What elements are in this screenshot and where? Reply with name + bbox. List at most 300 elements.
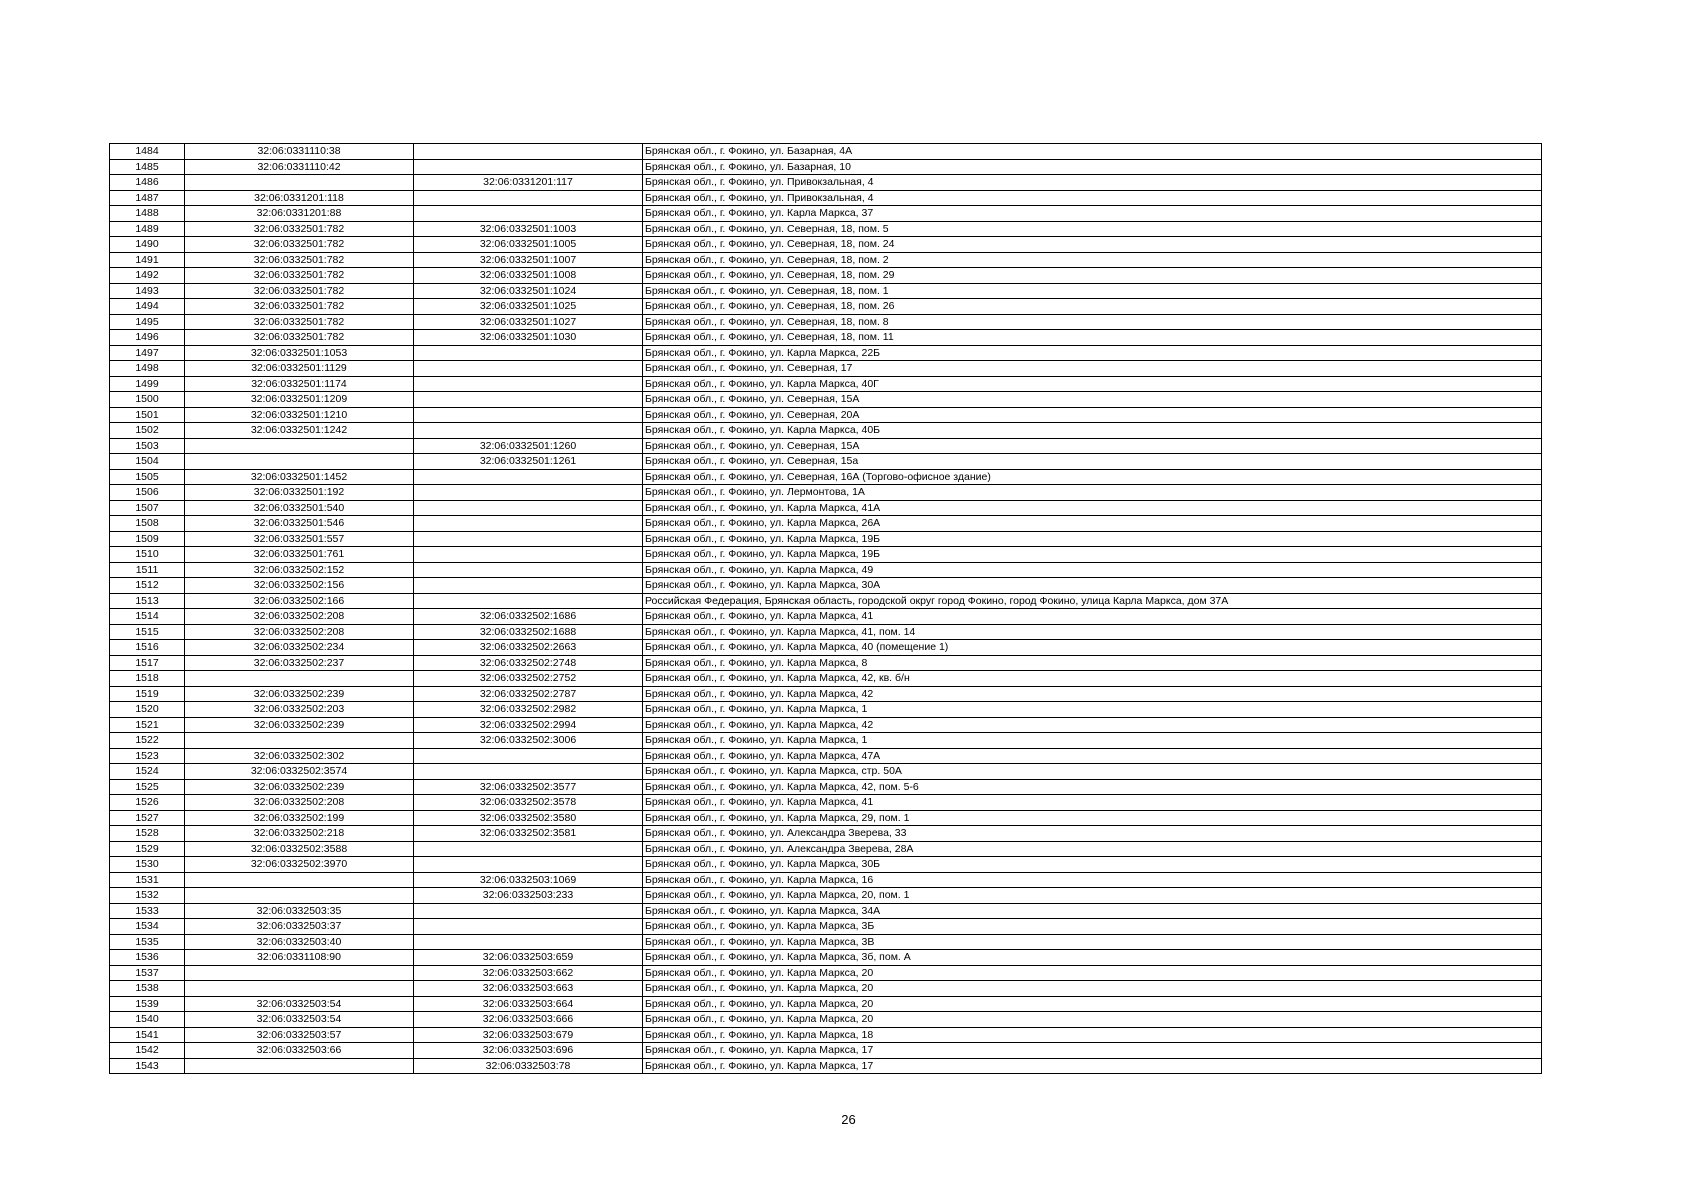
object-cadastral-number-cell bbox=[414, 841, 643, 857]
object-cadastral-number-cell: 32:06:0332503:663 bbox=[414, 981, 643, 997]
row-number-cell: 1510 bbox=[110, 547, 185, 563]
address-cell: Брянская обл., г. Фокино, ул. Карла Маркса, 34А bbox=[643, 903, 1542, 919]
row-number-cell: 1504 bbox=[110, 454, 185, 470]
table-row bbox=[110, 795, 1542, 811]
land-cadastral-number-cell: 32:06:0332502:237 bbox=[185, 655, 414, 671]
table-row bbox=[110, 206, 1542, 222]
object-cadastral-number-cell bbox=[414, 423, 643, 439]
table-row bbox=[110, 903, 1542, 919]
object-cadastral-number-cell bbox=[414, 361, 643, 377]
land-cadastral-number-cell bbox=[185, 175, 414, 191]
land-cadastral-number-cell: 32:06:0332502:208 bbox=[185, 795, 414, 811]
address-cell: Брянская обл., г. Фокино, ул. Карла Маркса, 42, кв. б/н bbox=[643, 671, 1542, 687]
object-cadastral-number-cell: 32:06:0332501:1027 bbox=[414, 314, 643, 330]
table-row bbox=[110, 159, 1542, 175]
land-cadastral-number-cell bbox=[185, 671, 414, 687]
land-cadastral-number-cell: 32:06:0332501:1242 bbox=[185, 423, 414, 439]
table-row bbox=[110, 485, 1542, 501]
row-number-cell: 1538 bbox=[110, 981, 185, 997]
row-number-cell: 1501 bbox=[110, 407, 185, 423]
land-cadastral-number-cell: 32:06:0332501:1129 bbox=[185, 361, 414, 377]
row-number-cell: 1499 bbox=[110, 376, 185, 392]
table-row bbox=[110, 702, 1542, 718]
land-cadastral-number-cell: 32:06:0332501:1209 bbox=[185, 392, 414, 408]
land-cadastral-number-cell: 32:06:0332501:782 bbox=[185, 237, 414, 253]
row-number-cell: 1495 bbox=[110, 314, 185, 330]
table-row bbox=[110, 531, 1542, 547]
row-number-cell: 1512 bbox=[110, 578, 185, 594]
row-number-cell: 1524 bbox=[110, 764, 185, 780]
address-cell: Брянская обл., г. Фокино, ул. Карла Маркса, 1 bbox=[643, 733, 1542, 749]
row-number-cell: 1540 bbox=[110, 1012, 185, 1028]
object-cadastral-number-cell bbox=[414, 500, 643, 516]
object-cadastral-number-cell: 32:06:0332502:2994 bbox=[414, 717, 643, 733]
address-cell: Брянская обл., г. Фокино, ул. Карла Маркса, 20 bbox=[643, 965, 1542, 981]
land-cadastral-number-cell bbox=[185, 888, 414, 904]
row-number-cell: 1486 bbox=[110, 175, 185, 191]
row-number-cell: 1516 bbox=[110, 640, 185, 656]
object-cadastral-number-cell bbox=[414, 578, 643, 594]
row-number-cell: 1506 bbox=[110, 485, 185, 501]
land-cadastral-number-cell: 32:06:0332502:208 bbox=[185, 624, 414, 640]
object-cadastral-number-cell bbox=[414, 469, 643, 485]
table-row bbox=[110, 609, 1542, 625]
address-cell: Брянская обл., г. Фокино, ул. Александра Зверева, 33 bbox=[643, 826, 1542, 842]
row-number-cell: 1509 bbox=[110, 531, 185, 547]
table-row bbox=[110, 826, 1542, 842]
address-cell: Брянская обл., г. Фокино, ул. Карла Маркса, 18 bbox=[643, 1027, 1542, 1043]
object-cadastral-number-cell: 32:06:0332503:664 bbox=[414, 996, 643, 1012]
address-cell: Брянская обл., г. Фокино, ул. Карла Маркса, 47А bbox=[643, 748, 1542, 764]
table-row bbox=[110, 1012, 1542, 1028]
table-row bbox=[110, 547, 1542, 563]
land-cadastral-number-cell: 32:06:0332502:166 bbox=[185, 593, 414, 609]
address-cell: Брянская обл., г. Фокино, ул. Карла Маркса, 41 bbox=[643, 795, 1542, 811]
row-number-cell: 1539 bbox=[110, 996, 185, 1012]
address-cell: Брянская обл., г. Фокино, ул. Карла Маркса, 26А bbox=[643, 516, 1542, 532]
table-row bbox=[110, 671, 1542, 687]
table-row bbox=[110, 314, 1542, 330]
object-cadastral-number-cell bbox=[414, 485, 643, 501]
table-row bbox=[110, 686, 1542, 702]
table-row bbox=[110, 516, 1542, 532]
row-number-cell: 1522 bbox=[110, 733, 185, 749]
row-number-cell: 1531 bbox=[110, 872, 185, 888]
table-row bbox=[110, 190, 1542, 206]
land-cadastral-number-cell: 32:06:0332501:557 bbox=[185, 531, 414, 547]
address-cell: Брянская обл., г. Фокино, ул. Северная, 16А (Торгово-офисное здание) bbox=[643, 469, 1542, 485]
row-number-cell: 1490 bbox=[110, 237, 185, 253]
row-number-cell: 1529 bbox=[110, 841, 185, 857]
land-cadastral-number-cell: 32:06:0332502:239 bbox=[185, 717, 414, 733]
table-row bbox=[110, 438, 1542, 454]
address-cell: Брянская обл., г. Фокино, ул. Северная, 18, пом. 1 bbox=[643, 283, 1542, 299]
land-cadastral-number-cell: 32:06:0331108:90 bbox=[185, 950, 414, 966]
table-row bbox=[110, 345, 1542, 361]
address-cell: Брянская обл., г. Фокино, ул. Карла Маркса, 30А bbox=[643, 578, 1542, 594]
address-cell: Брянская обл., г. Фокино, ул. Александра Зверева, 28А bbox=[643, 841, 1542, 857]
land-cadastral-number-cell: 32:06:0332503:40 bbox=[185, 934, 414, 950]
address-cell: Брянская обл., г. Фокино, ул. Карла Маркса, 17 bbox=[643, 1058, 1542, 1074]
table-row bbox=[110, 500, 1542, 516]
address-cell: Брянская обл., г. Фокино, ул. Северная, 18, пом. 11 bbox=[643, 330, 1542, 346]
object-cadastral-number-cell bbox=[414, 407, 643, 423]
row-number-cell: 1532 bbox=[110, 888, 185, 904]
object-cadastral-number-cell: 32:06:0332503:666 bbox=[414, 1012, 643, 1028]
registry-table bbox=[109, 143, 1542, 1074]
object-cadastral-number-cell: 32:06:0332503:78 bbox=[414, 1058, 643, 1074]
table-row bbox=[110, 578, 1542, 594]
land-cadastral-number-cell: 32:06:0332503:57 bbox=[185, 1027, 414, 1043]
address-cell: Брянская обл., г. Фокино, ул. Карла Маркса, 29, пом. 1 bbox=[643, 810, 1542, 826]
object-cadastral-number-cell bbox=[414, 345, 643, 361]
row-number-cell: 1507 bbox=[110, 500, 185, 516]
object-cadastral-number-cell bbox=[414, 190, 643, 206]
object-cadastral-number-cell: 32:06:0332503:679 bbox=[414, 1027, 643, 1043]
object-cadastral-number-cell: 32:06:0332502:3581 bbox=[414, 826, 643, 842]
object-cadastral-number-cell: 32:06:0332502:3577 bbox=[414, 779, 643, 795]
page-number: 26 bbox=[841, 1112, 856, 1127]
row-number-cell: 1528 bbox=[110, 826, 185, 842]
land-cadastral-number-cell bbox=[185, 1058, 414, 1074]
row-number-cell: 1515 bbox=[110, 624, 185, 640]
address-cell: Брянская обл., г. Фокино, ул. Северная, 18, пом. 29 bbox=[643, 268, 1542, 284]
land-cadastral-number-cell: 32:06:0332501:1452 bbox=[185, 469, 414, 485]
address-cell: Брянская обл., г. Фокино, ул. Северная, 15А bbox=[643, 438, 1542, 454]
object-cadastral-number-cell: 32:06:0332502:2982 bbox=[414, 702, 643, 718]
table-row bbox=[110, 423, 1542, 439]
address-cell: Брянская обл., г. Фокино, ул. Карла Маркса, 19Б bbox=[643, 547, 1542, 563]
land-cadastral-number-cell: 32:06:0332503:35 bbox=[185, 903, 414, 919]
table-row bbox=[110, 965, 1542, 981]
address-cell: Брянская обл., г. Фокино, ул. Карла Маркса, 40Г bbox=[643, 376, 1542, 392]
land-cadastral-number-cell: 32:06:0332501:761 bbox=[185, 547, 414, 563]
object-cadastral-number-cell: 32:06:0332502:1686 bbox=[414, 609, 643, 625]
object-cadastral-number-cell: 32:06:0332501:1030 bbox=[414, 330, 643, 346]
row-number-cell: 1535 bbox=[110, 934, 185, 950]
row-number-cell: 1534 bbox=[110, 919, 185, 935]
object-cadastral-number-cell: 32:06:0332503:696 bbox=[414, 1043, 643, 1059]
land-cadastral-number-cell bbox=[185, 965, 414, 981]
address-cell: Брянская обл., г. Фокино, ул. Карла Маркса, 22Б bbox=[643, 345, 1542, 361]
address-cell: Российская Федерация, Брянская область, городской округ город Фокино, город Фокино, улица Карла Маркса, дом 37А bbox=[643, 593, 1542, 609]
address-cell: Брянская обл., г. Фокино, ул. Северная, 18, пом. 24 bbox=[643, 237, 1542, 253]
table-row bbox=[110, 252, 1542, 268]
table-row bbox=[110, 950, 1542, 966]
object-cadastral-number-cell bbox=[414, 144, 643, 160]
address-cell: Брянская обл., г. Фокино, ул. Карла Маркса, 3Б bbox=[643, 919, 1542, 935]
address-cell: Брянская обл., г. Фокино, ул. Карла Маркса, 42 bbox=[643, 717, 1542, 733]
table-row bbox=[110, 748, 1542, 764]
row-number-cell: 1517 bbox=[110, 655, 185, 671]
table-row bbox=[110, 283, 1542, 299]
object-cadastral-number-cell: 32:06:0332501:1024 bbox=[414, 283, 643, 299]
address-cell: Брянская обл., г. Фокино, ул. Базарная, 4А bbox=[643, 144, 1542, 160]
land-cadastral-number-cell bbox=[185, 438, 414, 454]
land-cadastral-number-cell: 32:06:0332503:66 bbox=[185, 1043, 414, 1059]
address-cell: Брянская обл., г. Фокино, ул. Привокзальная, 4 bbox=[643, 175, 1542, 191]
address-cell: Брянская обл., г. Фокино, ул. Карла Маркса, 37 bbox=[643, 206, 1542, 222]
object-cadastral-number-cell bbox=[414, 531, 643, 547]
address-cell: Брянская обл., г. Фокино, ул. Карла Маркса, 30Б bbox=[643, 857, 1542, 873]
land-cadastral-number-cell: 32:06:0331110:38 bbox=[185, 144, 414, 160]
object-cadastral-number-cell: 32:06:0332501:1260 bbox=[414, 438, 643, 454]
object-cadastral-number-cell bbox=[414, 392, 643, 408]
object-cadastral-number-cell: 32:06:0332502:2787 bbox=[414, 686, 643, 702]
address-cell: Брянская обл., г. Фокино, ул. Северная, 15а bbox=[643, 454, 1542, 470]
table-row bbox=[110, 919, 1542, 935]
table-row bbox=[110, 857, 1542, 873]
row-number-cell: 1519 bbox=[110, 686, 185, 702]
row-number-cell: 1525 bbox=[110, 779, 185, 795]
row-number-cell: 1543 bbox=[110, 1058, 185, 1074]
row-number-cell: 1489 bbox=[110, 221, 185, 237]
row-number-cell: 1513 bbox=[110, 593, 185, 609]
object-cadastral-number-cell: 32:06:0332501:1005 bbox=[414, 237, 643, 253]
row-number-cell: 1503 bbox=[110, 438, 185, 454]
row-number-cell: 1520 bbox=[110, 702, 185, 718]
object-cadastral-number-cell: 32:06:0332501:1025 bbox=[414, 299, 643, 315]
row-number-cell: 1511 bbox=[110, 562, 185, 578]
row-number-cell: 1537 bbox=[110, 965, 185, 981]
table-row bbox=[110, 981, 1542, 997]
land-cadastral-number-cell: 32:06:0331110:42 bbox=[185, 159, 414, 175]
object-cadastral-number-cell: 32:06:0332501:1261 bbox=[414, 454, 643, 470]
table-row bbox=[110, 1043, 1542, 1059]
object-cadastral-number-cell: 32:06:0332502:2748 bbox=[414, 655, 643, 671]
land-cadastral-number-cell: 32:06:0332502:3588 bbox=[185, 841, 414, 857]
table-row bbox=[110, 841, 1542, 857]
object-cadastral-number-cell bbox=[414, 547, 643, 563]
address-cell: Брянская обл., г. Фокино, ул. Лермонтова, 1А bbox=[643, 485, 1542, 501]
object-cadastral-number-cell: 32:06:0332501:1007 bbox=[414, 252, 643, 268]
land-cadastral-number-cell: 32:06:0332502:199 bbox=[185, 810, 414, 826]
table-row bbox=[110, 717, 1542, 733]
row-number-cell: 1492 bbox=[110, 268, 185, 284]
land-cadastral-number-cell: 32:06:0332502:302 bbox=[185, 748, 414, 764]
table-row bbox=[110, 779, 1542, 795]
row-number-cell: 1491 bbox=[110, 252, 185, 268]
object-cadastral-number-cell: 32:06:0332502:1688 bbox=[414, 624, 643, 640]
object-cadastral-number-cell: 32:06:0332503:233 bbox=[414, 888, 643, 904]
land-cadastral-number-cell bbox=[185, 454, 414, 470]
land-cadastral-number-cell: 32:06:0332502:203 bbox=[185, 702, 414, 718]
land-cadastral-number-cell: 32:06:0332502:239 bbox=[185, 779, 414, 795]
land-cadastral-number-cell: 32:06:0332502:234 bbox=[185, 640, 414, 656]
land-cadastral-number-cell: 32:06:0332503:54 bbox=[185, 1012, 414, 1028]
row-number-cell: 1521 bbox=[110, 717, 185, 733]
land-cadastral-number-cell: 32:06:0332501:782 bbox=[185, 330, 414, 346]
land-cadastral-number-cell: 32:06:0331201:88 bbox=[185, 206, 414, 222]
address-cell: Брянская обл., г. Фокино, ул. Карла Маркса, 17 bbox=[643, 1043, 1542, 1059]
land-cadastral-number-cell: 32:06:0332501:1174 bbox=[185, 376, 414, 392]
table-row bbox=[110, 1027, 1542, 1043]
row-number-cell: 1487 bbox=[110, 190, 185, 206]
object-cadastral-number-cell bbox=[414, 593, 643, 609]
object-cadastral-number-cell bbox=[414, 562, 643, 578]
row-number-cell: 1518 bbox=[110, 671, 185, 687]
table-row bbox=[110, 268, 1542, 284]
address-cell: Брянская обл., г. Фокино, ул. Северная, 18, пом. 2 bbox=[643, 252, 1542, 268]
land-cadastral-number-cell: 32:06:0332501:782 bbox=[185, 268, 414, 284]
table-row bbox=[110, 888, 1542, 904]
address-cell: Брянская обл., г. Фокино, ул. Северная, 18, пом. 26 bbox=[643, 299, 1542, 315]
table-row bbox=[110, 221, 1542, 237]
row-number-cell: 1485 bbox=[110, 159, 185, 175]
land-cadastral-number-cell: 32:06:0332502:152 bbox=[185, 562, 414, 578]
table-row bbox=[110, 640, 1542, 656]
object-cadastral-number-cell: 32:06:0332502:3578 bbox=[414, 795, 643, 811]
row-number-cell: 1536 bbox=[110, 950, 185, 966]
land-cadastral-number-cell: 32:06:0332502:3574 bbox=[185, 764, 414, 780]
land-cadastral-number-cell: 32:06:0332501:546 bbox=[185, 516, 414, 532]
row-number-cell: 1542 bbox=[110, 1043, 185, 1059]
address-cell: Брянская обл., г. Фокино, ул. Карла Маркса, 16 bbox=[643, 872, 1542, 888]
table-row bbox=[110, 407, 1542, 423]
row-number-cell: 1523 bbox=[110, 748, 185, 764]
table-row bbox=[110, 299, 1542, 315]
address-cell: Брянская обл., г. Фокино, ул. Карла Маркса, 3В bbox=[643, 934, 1542, 950]
object-cadastral-number-cell bbox=[414, 764, 643, 780]
row-number-cell: 1496 bbox=[110, 330, 185, 346]
object-cadastral-number-cell: 32:06:0332501:1008 bbox=[414, 268, 643, 284]
table-row bbox=[110, 330, 1542, 346]
object-cadastral-number-cell bbox=[414, 748, 643, 764]
row-number-cell: 1484 bbox=[110, 144, 185, 160]
registry-table-body bbox=[110, 144, 1542, 1074]
row-number-cell: 1500 bbox=[110, 392, 185, 408]
row-number-cell: 1493 bbox=[110, 283, 185, 299]
table-row bbox=[110, 376, 1542, 392]
land-cadastral-number-cell: 32:06:0332503:54 bbox=[185, 996, 414, 1012]
address-cell: Брянская обл., г. Фокино, ул. Карла Маркса, 20 bbox=[643, 1012, 1542, 1028]
table-row bbox=[110, 872, 1542, 888]
land-cadastral-number-cell: 32:06:0331201:118 bbox=[185, 190, 414, 206]
object-cadastral-number-cell: 32:06:0332502:2663 bbox=[414, 640, 643, 656]
object-cadastral-number-cell bbox=[414, 857, 643, 873]
object-cadastral-number-cell bbox=[414, 516, 643, 532]
row-number-cell: 1527 bbox=[110, 810, 185, 826]
land-cadastral-number-cell bbox=[185, 981, 414, 997]
table-row bbox=[110, 764, 1542, 780]
table-row bbox=[110, 454, 1542, 470]
land-cadastral-number-cell: 32:06:0332501:782 bbox=[185, 283, 414, 299]
object-cadastral-number-cell bbox=[414, 206, 643, 222]
object-cadastral-number-cell: 32:06:0332502:2752 bbox=[414, 671, 643, 687]
object-cadastral-number-cell: 32:06:0332502:3580 bbox=[414, 810, 643, 826]
table-row bbox=[110, 144, 1542, 160]
row-number-cell: 1533 bbox=[110, 903, 185, 919]
table-row bbox=[110, 934, 1542, 950]
object-cadastral-number-cell: 32:06:0332503:662 bbox=[414, 965, 643, 981]
table-row bbox=[110, 392, 1542, 408]
row-number-cell: 1497 bbox=[110, 345, 185, 361]
object-cadastral-number-cell bbox=[414, 934, 643, 950]
row-number-cell: 1498 bbox=[110, 361, 185, 377]
object-cadastral-number-cell bbox=[414, 919, 643, 935]
address-cell: Брянская обл., г. Фокино, ул. Карла Маркса, 20, пом. 1 bbox=[643, 888, 1542, 904]
address-cell: Брянская обл., г. Фокино, ул. Карла Маркса, 1 bbox=[643, 702, 1542, 718]
row-number-cell: 1541 bbox=[110, 1027, 185, 1043]
address-cell: Брянская обл., г. Фокино, ул. Северная, 18, пом. 8 bbox=[643, 314, 1542, 330]
table-row bbox=[110, 593, 1542, 609]
row-number-cell: 1505 bbox=[110, 469, 185, 485]
object-cadastral-number-cell bbox=[414, 376, 643, 392]
row-number-cell: 1502 bbox=[110, 423, 185, 439]
address-cell: Брянская обл., г. Фокино, ул. Карла Маркса, 40 (помещение 1) bbox=[643, 640, 1542, 656]
row-number-cell: 1488 bbox=[110, 206, 185, 222]
address-cell: Брянская обл., г. Фокино, ул. Северная, 17 bbox=[643, 361, 1542, 377]
land-cadastral-number-cell: 32:06:0332502:156 bbox=[185, 578, 414, 594]
land-cadastral-number-cell: 32:06:0332502:239 bbox=[185, 686, 414, 702]
land-cadastral-number-cell: 32:06:0332502:218 bbox=[185, 826, 414, 842]
address-cell: Брянская обл., г. Фокино, ул. Карла Маркса, 41 bbox=[643, 609, 1542, 625]
object-cadastral-number-cell: 32:06:0332503:659 bbox=[414, 950, 643, 966]
table-row bbox=[110, 175, 1542, 191]
land-cadastral-number-cell bbox=[185, 733, 414, 749]
table-row bbox=[110, 1058, 1542, 1074]
address-cell: Брянская обл., г. Фокино, ул. Карла Маркса, 19Б bbox=[643, 531, 1542, 547]
address-cell: Брянская обл., г. Фокино, ул. Северная, 20А bbox=[643, 407, 1542, 423]
address-cell: Брянская обл., г. Фокино, ул. Карла Маркса, 42 bbox=[643, 686, 1542, 702]
address-cell: Брянская обл., г. Фокино, ул. Карла Маркса, 20 bbox=[643, 981, 1542, 997]
address-cell: Брянская обл., г. Фокино, ул. Привокзальная, 4 bbox=[643, 190, 1542, 206]
address-cell: Брянская обл., г. Фокино, ул. Карла Маркса, 3б, пом. А bbox=[643, 950, 1542, 966]
table-row bbox=[110, 733, 1542, 749]
address-cell: Брянская обл., г. Фокино, ул. Карла Маркса, 8 bbox=[643, 655, 1542, 671]
object-cadastral-number-cell: 32:06:0332502:3006 bbox=[414, 733, 643, 749]
row-number-cell: 1508 bbox=[110, 516, 185, 532]
table-row bbox=[110, 810, 1542, 826]
address-cell: Брянская обл., г. Фокино, ул. Карла Маркса, 40Б bbox=[643, 423, 1542, 439]
land-cadastral-number-cell: 32:06:0332501:192 bbox=[185, 485, 414, 501]
address-cell: Брянская обл., г. Фокино, ул. Базарная, 10 bbox=[643, 159, 1542, 175]
land-cadastral-number-cell: 32:06:0332502:3970 bbox=[185, 857, 414, 873]
land-cadastral-number-cell: 32:06:0332501:782 bbox=[185, 299, 414, 315]
row-number-cell: 1530 bbox=[110, 857, 185, 873]
table-row bbox=[110, 469, 1542, 485]
table-row bbox=[110, 624, 1542, 640]
object-cadastral-number-cell bbox=[414, 159, 643, 175]
address-cell: Брянская обл., г. Фокино, ул. Карла Маркса, стр. 50А bbox=[643, 764, 1542, 780]
land-cadastral-number-cell: 32:06:0332501:1053 bbox=[185, 345, 414, 361]
address-cell: Брянская обл., г. Фокино, ул. Северная, 15А bbox=[643, 392, 1542, 408]
table-row bbox=[110, 562, 1542, 578]
object-cadastral-number-cell: 32:06:0332503:1069 bbox=[414, 872, 643, 888]
land-cadastral-number-cell: 32:06:0332501:1210 bbox=[185, 407, 414, 423]
land-cadastral-number-cell bbox=[185, 872, 414, 888]
row-number-cell: 1514 bbox=[110, 609, 185, 625]
table-row bbox=[110, 361, 1542, 377]
row-number-cell: 1526 bbox=[110, 795, 185, 811]
land-cadastral-number-cell: 32:06:0332502:208 bbox=[185, 609, 414, 625]
land-cadastral-number-cell: 32:06:0332503:37 bbox=[185, 919, 414, 935]
address-cell: Брянская обл., г. Фокино, ул. Карла Маркса, 41, пом. 14 bbox=[643, 624, 1542, 640]
table-row bbox=[110, 237, 1542, 253]
table-row bbox=[110, 655, 1542, 671]
object-cadastral-number-cell: 32:06:0331201:117 bbox=[414, 175, 643, 191]
address-cell: Брянская обл., г. Фокино, ул. Карла Маркса, 49 bbox=[643, 562, 1542, 578]
land-cadastral-number-cell: 32:06:0332501:782 bbox=[185, 252, 414, 268]
object-cadastral-number-cell: 32:06:0332501:1003 bbox=[414, 221, 643, 237]
object-cadastral-number-cell bbox=[414, 903, 643, 919]
table-row bbox=[110, 996, 1542, 1012]
address-cell: Брянская обл., г. Фокино, ул. Северная, 18, пом. 5 bbox=[643, 221, 1542, 237]
land-cadastral-number-cell: 32:06:0332501:782 bbox=[185, 221, 414, 237]
address-cell: Брянская обл., г. Фокино, ул. Карла Маркса, 41А bbox=[643, 500, 1542, 516]
land-cadastral-number-cell: 32:06:0332501:782 bbox=[185, 314, 414, 330]
address-cell: Брянская обл., г. Фокино, ул. Карла Маркса, 42, пом. 5-6 bbox=[643, 779, 1542, 795]
